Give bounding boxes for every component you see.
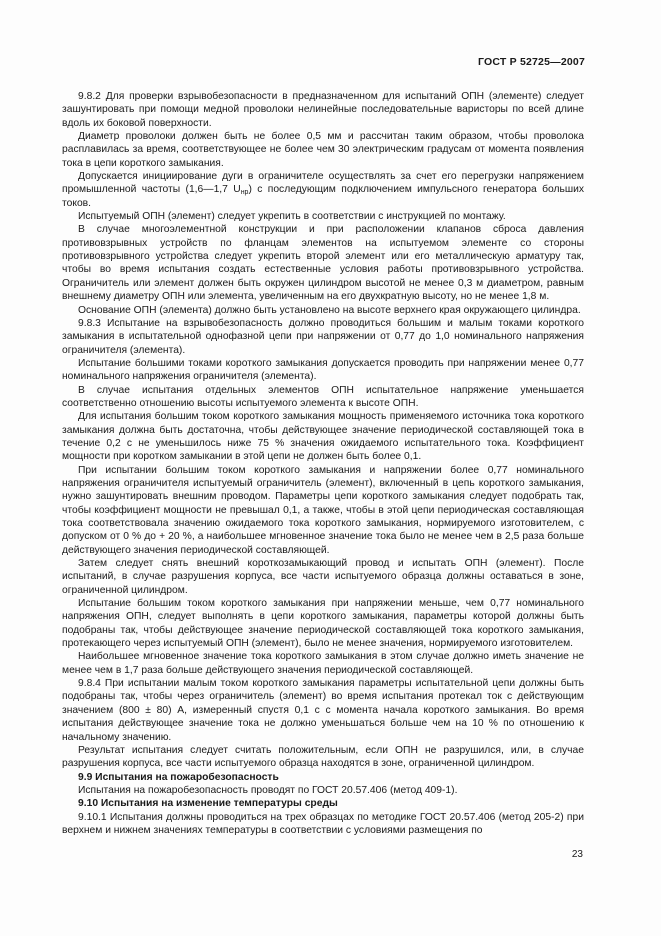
- paragraph-source-power: Для испытания большим током короткого замыкания мощность применяемого источника тока короткого замыкания должна быть достаточна, чтобы действующее значение периодической составляющей тока в течение 0,2 с не уменьшилось ниже 75 % значения ожидаемого испытательного тока. Коэффициент мощности при коротком замыкании в этой цепи не должен быть более 0,1.: [62, 411, 584, 463]
- paragraph-separate-elements: В случае испытания отдельных элементов ОПН испытательное напряжение уменьшается соответственно отношению высоты испытуемого элемента к высоте ОПН.: [62, 384, 584, 409]
- paragraph-9-10-1: 9.10.1 Испытания должны проводиться на трех образцах по методике ГОСТ 20.57.406 (метод 205-2) при верхнем и нижнем значениях температуры в соответствии с условиями размещения по: [62, 811, 584, 836]
- paragraph-9-8-3: 9.8.3 Испытание на взрывобезопасность должно проводиться большим и малым токами короткого замыкания в испытательной однофазной цепи при напряжении от 0,77 до 1,0 номинального напряжения ограничителя (элемента).: [62, 317, 584, 356]
- voltage-subscript: нр: [240, 189, 249, 197]
- paragraph-9-8-4: 9.8.4 При испытании малым током короткого замыкания параметры испытательной цепи должны быть подобраны так, чтобы через ограничитель (элемент) во время испытания протекал ток с действующим значением (800 ± 80) А, измеренный спустя 0,1 с с момента начала короткого замыкания. Во время испытания действующее значение тока не должно уменьшаться больше чем на 10 % по отношению к начальному значению.: [62, 678, 584, 743]
- paragraph-peak-current: Наибольшее мгновенное значение тока короткого замыкания в этом случае должно иметь значение не менее чем в 1,7 раза больше действующего значения периодической составляющей.: [62, 651, 584, 676]
- paragraph-9-8-2: 9.8.2 Для проверки взрывобезопасности в предназначенном для испытаний ОПН (элементе) следует зашунтировать при помощи медной проволоки нелинейные последовательные варисторы по всей длине вдоль их боковой поверхности.: [62, 91, 584, 129]
- paragraph-remove-wire: Затем следует снять внешний короткозамыкающий провод и испытать ОПН (элемент). После испытаний, в случае разрушения корпуса, все части испытуемого образца должны оставаться в зоне, ограниченной цилиндром.: [62, 558, 584, 596]
- paragraph-base-height: Основание ОПН (элемента) должно быть установлено на высоте верхнего края окружающего цилиндра.: [78, 304, 581, 316]
- paragraph-wire-diameter: Диаметр проволоки должен быть не более 0,5 мм и рассчитан таким образом, чтобы проволока расплавилась за время, соответствующее не более чем 30 электрическим градусам от момента появления тока в цепи короткого замыкания.: [62, 131, 584, 169]
- document-code-header: ГОСТ Р 52725—2007: [477, 56, 585, 68]
- heading-9-9: 9.9 Испытания на пожаробезопасность: [78, 771, 279, 783]
- page-number: 23: [571, 849, 583, 860]
- paragraph-multi-element: В случае многоэлементной конструкции и при расположении клапанов сброса давления противовзрывных устройств по фланцам элементов на испытуемом элементе со стороны противовзрывного устройства следует укрепить второй элемент или его металлическую арматуру так, чтобы во время испытания создать естественные условия работы противовзрывного устройства. Ограничитель или элемент должен быть окружен цилиндром высотой не менее 0,3 м диаметром, равным внешнему диаметру ОПН или элемента, увеличенным на его двухкратную высоту, но не менее 1,8 м.: [62, 224, 584, 303]
- paragraph-arc-initiation: [62, 170, 584, 210]
- heading-9-10: 9.10 Испытания на изменение температуры среды: [78, 798, 338, 810]
- paragraph-mounting: Испытуемый ОПН (элемент) следует укрепить в соответствии с инструкцией по монтажу.: [78, 211, 506, 223]
- paragraph-low-voltage-test: Испытание большим током короткого замыкания при напряжении меньше, чем 0,77 номинального напряжения ОПН, следует выполнять в цепи короткого замыкания, параметры которой должны быть подобраны так, чтобы действующее значение периодической составляющей тока короткого замыкания, протекающего через испытуемый ОПН (элемент), было не менее значения, нормируемого изготовителем.: [62, 598, 584, 650]
- paragraph-shunting: При испытании большим током короткого замыкания и напряжении более 0,77 номинального напряжения ограничителя испытуемый ограничитель (элемент), включенный в цепь короткого замыкания, нужно зашунтировать внешним проводом. Параметры цепи короткого замыкания следует подобрать так, чтобы коэффициент мощности не превышал 0,1, а также, чтобы в этой цепи периодическая составляющая тока соответствовала значению ожидаемого тока короткого замыкания, нормируемого изготовителем, с допуском от 0 % до + 20 %, а наибольшее мгновенное значение тока было не менее чем в 2,5 раза больше действующего значения периодической составляющей.: [62, 464, 584, 556]
- paragraph-result: Результат испытания следует считать положительным, если ОПН не разрушился, или, в случае разрушения корпуса, все части испытуемого образца находятся в зоне, ограниченной цилиндром.: [62, 744, 584, 770]
- arc-text-before: Допускается инициирование дуги в ограничителе осуществлять за счет его перегрузки напряжением промышленной частоты (1,6—1,7 U: [62, 171, 584, 196]
- paragraph-fire-safety: Испытания на пожаробезопасность проводят по ГОСТ 20.57.406 (метод 409-1).: [78, 784, 458, 796]
- arc-text-after: ) с последующим подключением импульсного генератора больших токов.: [62, 184, 584, 209]
- document-body: [62, 90, 584, 837]
- paragraph-high-current: Испытание большими токами короткого замыкания допускается проводить при напряжении менее 0,77 номинального напряжения ограничителя (элемента).: [62, 357, 584, 383]
